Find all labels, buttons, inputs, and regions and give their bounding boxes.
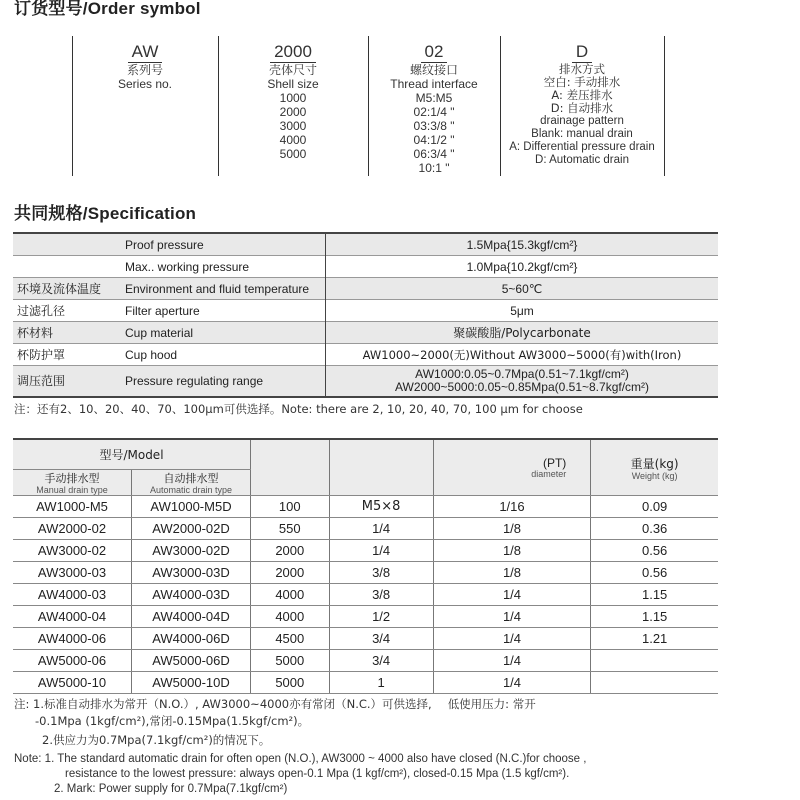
auto-model: AW3000-03D [132, 562, 251, 584]
weight-header [591, 439, 718, 496]
weight-value: 0.56 [591, 540, 718, 562]
pt-value: 1/4 [433, 584, 591, 606]
drain-code: D [572, 42, 592, 63]
flow-value: 2000 [251, 562, 330, 584]
manual-header [13, 470, 132, 496]
manual-model: AW4000-06 [13, 628, 132, 650]
auto-model: AW5000-10D [132, 672, 251, 694]
pt-value: 1/8 [433, 518, 591, 540]
weight-value: 1.15 [591, 606, 718, 628]
spec-row [13, 322, 718, 344]
drain-item: D: Automatic drain [535, 154, 629, 166]
shell-cn: 壳体尺寸 [268, 63, 317, 77]
model-row [13, 650, 718, 672]
spec-cn: 杯防护罩 [17, 348, 66, 362]
spec-cn: 过滤孔径 [17, 304, 66, 318]
thread-cn: 螺纹接口 [409, 63, 458, 77]
spec-note: 注：还有2、10、20、40、70、100μm可供选择。Note: there are 2, 10, 20, 40, 70, 100 μm for choose [14, 402, 583, 416]
pt-value: 1/4 [433, 650, 591, 672]
divider [218, 36, 219, 176]
pt-value: 1/8 [433, 540, 591, 562]
note-line: 注: 1.标准自动排水为常开（N.O.）, AW3000~4000亦有常闭（N.C.）可供选择, [14, 697, 432, 711]
weight-value: 0.36 [591, 518, 718, 540]
model-row [13, 540, 718, 562]
shell-item: 3000 [279, 119, 307, 133]
drain-item: D: 自动排水 [550, 101, 614, 115]
note-en [14, 752, 586, 797]
auto-model: AW3000-02D [132, 540, 251, 562]
port-size: M5×8 [329, 496, 433, 518]
thread-item: 06:3/4 " [413, 147, 455, 161]
pt-value: 1/4 [433, 672, 591, 694]
flow-value: 5000 [251, 650, 330, 672]
spec-value: AW1000~2000(无)Without AW3000~5000(有)with(Iron) [362, 347, 682, 362]
spec-en: Cup hood [121, 344, 326, 366]
manual-model: AW4000-04 [13, 606, 132, 628]
auto-header [132, 470, 251, 496]
port-size: 1/4 [329, 540, 433, 562]
model-row [13, 672, 718, 694]
manual-model: AW3000-03 [13, 562, 132, 584]
manual-model: AW3000-02 [13, 540, 132, 562]
order-col-thread [370, 42, 498, 175]
spec-value: 5μm [510, 303, 534, 318]
flow-value: 4000 [251, 584, 330, 606]
manual-en: Manual drain type [36, 485, 108, 495]
pt-value: 1/4 [433, 606, 591, 628]
pt-header [433, 439, 591, 496]
manual-cn: 手动排水型 [44, 472, 100, 485]
thread-item: 03:3/8 " [413, 119, 455, 133]
range-line: AW2000~5000:0.05~0.85Mpa(0.51~8.7kgf/cm²) [394, 380, 650, 394]
spec-value: 1.5Mpa{15.3kgf/cm²} [326, 233, 719, 256]
pt-value: 1/16 [433, 496, 591, 518]
drain-cn: 排水方式 [559, 62, 605, 76]
thread-item: 02:1/4 " [413, 105, 455, 119]
auto-en: Automatic drain type [149, 485, 233, 495]
flow-value: 2000 [251, 540, 330, 562]
port-header [329, 439, 433, 496]
weight-value: 0.09 [591, 496, 718, 518]
spec-en: Cup material [121, 322, 326, 344]
shell-item: 5000 [279, 147, 307, 161]
model-row [13, 584, 718, 606]
flow-header [251, 439, 330, 496]
spec-row [13, 300, 718, 322]
flow-value: 4000 [251, 606, 330, 628]
spec-en: Pressure regulating range [121, 366, 326, 398]
auto-model: AW1000-M5D [132, 496, 251, 518]
weight-value [591, 672, 718, 694]
order-title: 订货型号/Order symbol [14, 0, 201, 18]
note-line: resistance to the lowest pressure: always open-0.1 Mpa (1 kgf/cm²), closed-0.15 Mpa (1.5 kgf/cm²). [65, 768, 570, 780]
manual-model: AW2000-02 [13, 518, 132, 540]
spec-value [326, 366, 719, 398]
series-cn: 系列号 [126, 63, 163, 77]
model-row [13, 606, 718, 628]
drain-item: drainage pattern [540, 115, 624, 127]
weight-value: 1.15 [591, 584, 718, 606]
pt-label-en: diameter [531, 469, 567, 479]
shell-code: 2000 [270, 42, 316, 63]
divider [500, 36, 501, 176]
shell-item: 1000 [279, 91, 307, 105]
auto-model: AW5000-06D [132, 650, 251, 672]
note-line: -0.1Mpa (1kgf/cm²),常闭-0.15Mpa(1.5kgf/cm²)。 [35, 714, 310, 728]
range-line: AW1000:0.05~0.7Mpa(0.51~7.1kgf/cm²) [415, 367, 629, 381]
order-col-shell [220, 42, 366, 161]
thread-code: 02 [421, 42, 448, 63]
spec-row [13, 233, 718, 256]
series-code: AW [128, 42, 163, 63]
note-line: Note: 1. The standard automatic drain for often open (N.O.), AW3000 ~ 4000 also have closed (N.C.)for choose , [14, 753, 587, 765]
spec-value: 1.0Mpa{10.2kgf/cm²} [466, 259, 578, 274]
weight-value: 0.56 [591, 562, 718, 584]
spec-cn: 杯材料 [13, 322, 121, 344]
thread-item: 10:1 " [418, 161, 450, 175]
model-header: 型号/Model [13, 439, 251, 470]
spec-row [13, 278, 718, 300]
port-size: 3/4 [329, 650, 433, 672]
port-size: 3/8 [329, 584, 433, 606]
divider [664, 36, 665, 176]
flow-value: 100 [251, 496, 330, 518]
shell-item: 2000 [279, 105, 307, 119]
port-size: 1/4 [329, 518, 433, 540]
drain-item: 空白: 手动排水 [543, 75, 621, 89]
auto-model: AW4000-03D [132, 584, 251, 606]
manual-model: AW1000-M5 [13, 496, 132, 518]
pt-value: 1/4 [433, 628, 591, 650]
order-col-drain [502, 42, 662, 167]
spec-row [13, 256, 718, 278]
spec-row [13, 344, 718, 366]
drain-item: Blank: manual drain [531, 128, 633, 140]
model-row [13, 628, 718, 650]
manual-model: AW5000-10 [13, 672, 132, 694]
spec-cn [13, 233, 121, 256]
weight-label-en: Weight (kg) [631, 470, 678, 481]
pt-value: 1/8 [433, 562, 591, 584]
spec-value: 聚碳酸脂/Polycarbonate [326, 322, 719, 344]
flow-value: 5000 [251, 672, 330, 694]
auto-model: AW2000-02D [132, 518, 251, 540]
flow-value: 550 [251, 518, 330, 540]
thread-item: M5:M5 [415, 91, 453, 105]
spec-table [13, 232, 718, 398]
port-size: 1 [329, 672, 433, 694]
note-line: 2.供应力为0.7Mpa(7.1kgf/cm²)的情况下。 [42, 733, 271, 747]
note-line: 2. Mark: Power supply for 0.7Mpa(7.1kgf/cm²) [54, 783, 288, 795]
spec-cn: 调压范围 [13, 366, 121, 398]
port-size: 3/8 [329, 562, 433, 584]
auto-cn: 自动排水型 [163, 472, 219, 485]
series-en: Series no. [117, 77, 173, 91]
model-row [13, 562, 718, 584]
pt-label: (PT) [542, 456, 567, 470]
note-cn [14, 696, 536, 749]
model-table [13, 438, 718, 694]
spec-en: Environment and fluid temperature [121, 278, 326, 300]
spec-cn [13, 256, 121, 278]
flow-value: 4500 [251, 628, 330, 650]
divider [368, 36, 369, 176]
weight-value [591, 650, 718, 672]
drain-item: A: 差压排水 [551, 88, 613, 102]
shell-en: Shell size [267, 77, 319, 91]
spec-row [13, 366, 718, 398]
manual-model: AW5000-06 [13, 650, 132, 672]
model-row [13, 496, 718, 518]
thread-item: 04:1/2 " [413, 133, 455, 147]
weight-value: 1.21 [591, 628, 718, 650]
model-row [13, 518, 718, 540]
drain-item: A: Differential pressure drain [509, 141, 655, 153]
shell-item: 4000 [279, 133, 307, 147]
auto-model: AW4000-06D [132, 628, 251, 650]
spec-en: Max.. working pressure [121, 256, 326, 278]
spec-title: 共同规格/Specification [14, 204, 197, 223]
note-line: 低使用压力: 常开 [447, 697, 536, 711]
manual-model: AW4000-03 [13, 584, 132, 606]
order-col-series [75, 42, 215, 91]
spec-en: Proof pressure [121, 233, 326, 256]
port-size: 3/4 [329, 628, 433, 650]
thread-en: Thread interface [390, 77, 478, 91]
divider [72, 36, 73, 176]
weight-label: 重量(kg) [630, 456, 679, 471]
spec-cn: 环境及流体温度 [13, 278, 121, 300]
auto-model: AW4000-04D [132, 606, 251, 628]
port-size: 1/2 [329, 606, 433, 628]
spec-en: Filter aperture [121, 300, 326, 322]
spec-value: 5~60℃ [326, 278, 719, 300]
model-header-row [13, 439, 718, 470]
